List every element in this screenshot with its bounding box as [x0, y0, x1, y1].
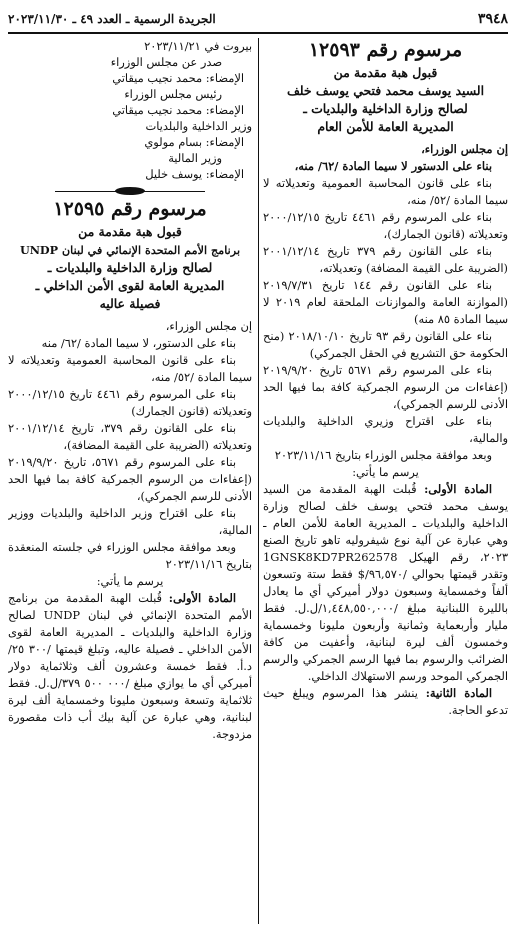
recital: بناء على اقتراح وزير الداخلية والبلديات ووزير المالية، — [8, 506, 252, 537]
signature-line: الإمضاء: محمد نجيب ميقاتي — [112, 71, 244, 85]
decree-subject-line: قبول هبة مقدمة من — [333, 65, 438, 80]
decree-subject-line: لصالح وزارة الداخلية والبلديات ـ — [47, 260, 213, 275]
decree-title: مرسوم رقم ١٢٥٩٥ — [53, 198, 207, 220]
right-column — [263, 38, 508, 926]
decree-subject-line: برنامج الأمم المتحدة الإنمائي في لبنان UNDP — [19, 243, 241, 257]
journal-issue: الجريدة الرسمية ـ العدد ٤٩ ـ ٢٠٢٣/١١/٣٠ — [8, 12, 216, 26]
signature-line: الإمضاء: يوسف خليل — [145, 167, 244, 181]
decree-subject-line: لصالح وزارة الداخلية والبلديات ـ — [303, 101, 468, 116]
recital: بناء على اقتراح وزيري الداخلية والبلديات والمالية، — [263, 414, 508, 445]
recital: بناء على المرسوم رقم ٥٦٧١، تاريخ ٢٠١٩/٩/٢٠ (إعفاءات من الرسوم الجمركية كافة بما فيها الحد الأدنى للرسم الجمركي)، — [8, 455, 252, 503]
article-label: المادة الأولى: — [424, 482, 492, 496]
section-separator — [55, 191, 205, 192]
decree-subject-line: المديرية العامة للأمن العام — [317, 119, 454, 134]
signature-line: الإمضاء: بسام مولوي — [144, 135, 244, 149]
intro-line: إن مجلس الوزراء، — [165, 319, 252, 333]
recital: وبعد موافقة مجلس الوزراء بتاريخ ٢٠٢٣/١١/١٦ — [274, 448, 492, 462]
recital: بناء على القانون رقم ٩٣ تاريخ ٢٠١٨/١٠/١٠ (منح الحكومة حق التشريع في الحقل الجمركي) — [263, 329, 508, 360]
recital: بناء على المرسوم رقم ٤٤٦١ تاريخ ٢٠٠٠/١٢/١٥ وتعديلاته (قانون الجمارك) — [8, 387, 252, 418]
place-date: بيروت في ٢٠٢٣/١١/٢١ — [144, 39, 252, 53]
article-text: قُبلت الهبة المقدمة من برنامج الأمم المتحدة الإنمائي في لبنان UNDP لصالح وزارة الداخلية والبلديات ـ المديرية العامة لقوى الأمن الداخلي ـ فصيلة عاليه، وتبلغ قيمتها /٣٠٠ ٢٥/د.أ. فقط خمسة وعشرون ألف وثلاثماية دولار أميركي أي ما يوازي مبلغ /٠٠٠ ٥٠٠ ٣٧٩/ل.ل. فقط ثلاثماية وتسعة وسبعون مليونا وخمسماية ألف ليرة لبنانية، وهي عبارة عن آلية بيك أب ذات مقصورة مزدوجة. — [8, 591, 252, 741]
article-2 — [263, 685, 508, 719]
article-text: قُبلت الهبة المقدمة من السيد يوسف محمد فتحي يوسف خلف لصالح وزارة الداخلية والبلديات ـ المديرية العامة للأمن العام ـ وهي عبارة عن آلية نوع شيفروليه تاهو تاريخ الصنع ٢٠٢٣، رقم الهيكل 1GNSK8KD7PR262578 وتقدر قيمتها بحوالي /٩٦,٥٧٠/$ فقط ستة وتسعون ألفاً وخمسماية وسبعون دولار أميركي أي ما يعادل بالليرة اللبنانية مبلغ /١,٤٤٨,٥٥٠,٠٠٠/ل.ل. فقط مليار وأربعماية وثمانية وأربعون مليونا وخمسماية وخمسون ألف ليرة لبنانية، وأعفيت من كافة الضرائب والرسوم بما فيها الرسم الجمركي والرسم الجمركي الموحد ورسم الاستهلاك الداخلي. — [263, 482, 508, 683]
page-header — [8, 6, 508, 34]
decree-subject-line: قبول هبة مقدمة من — [78, 224, 182, 239]
decrees-line: يرسم ما يأتي: — [96, 574, 164, 588]
signature-line: الإمضاء: محمد نجيب ميقاتي — [112, 103, 244, 117]
article-text: ينشر هذا المرسوم ويبلغ حيث تدعو الحاجة. — [263, 686, 508, 717]
intro-line: إن مجلس الوزراء، — [421, 142, 508, 156]
recital: بناء على قانون المحاسبة العمومية وتعديلاته لا سيما المادة /٥٢/ منه، — [8, 353, 252, 384]
recital: بناء على الدستور لا سيما المادة /٦٢/ منه، — [294, 159, 492, 173]
page-number: ٣٩٤٨ — [477, 11, 508, 27]
recital: بناء على القانون رقم ٣٧٩، تاريخ ٢٠٠١/١٢/١٤ وتعديلاته (الضريبة على القيمة المضافة)، — [8, 421, 252, 452]
column-divider — [258, 38, 259, 924]
recital: بناء على القانون رقم ٣٧٩ تاريخ ٢٠٠١/١٢/١٤ (الضريبة على القيمة المضافة) وتعديلاته، — [263, 244, 508, 275]
recital: بناء على المرسوم رقم ٥٦٧١ تاريخ ٢٠١٩/٩/٢٠ (إعفاءات من الرسوم الجمركية كافة بما فيها الحد الأدنى للرسم الجمركي)، — [263, 363, 508, 411]
recital: بناء على قانون المحاسبة العمومية وتعديلاته لا سيما المادة /٥٢/ منه، — [263, 176, 508, 207]
signatory-title: رئيس مجلس الوزراء — [124, 87, 222, 101]
decree-subject-line: المديرية العامة لقوى الأمن الداخلي ـ — [35, 278, 225, 293]
recital: بناء على القانون رقم ١٤٤ تاريخ ٢٠١٩/٧/٣١ (الموازنة العامة والموازنات الملحقة لعام ٢٠١٩ لا سيما المادة ٨٥ منه) — [263, 278, 508, 326]
recital: بناء على الدستور، لا سيما المادة /٦٢/ منه — [41, 336, 236, 350]
article-1 — [8, 590, 252, 743]
article-label: المادة الأولى: — [168, 591, 237, 605]
decrees-line: يرسم ما يأتي: — [352, 465, 419, 479]
left-column — [8, 38, 252, 926]
decree-subject-line: فصيلة عاليه — [99, 296, 161, 311]
signatory-title: وزير المالية — [168, 151, 222, 165]
signatory-title: وزير الداخلية والبلديات — [145, 119, 252, 133]
decree-title: مرسوم رقم ١٢٥٩٣ — [308, 39, 463, 61]
decree-subject-line: السيد يوسف محمد فتحي يوسف خلف — [286, 83, 485, 98]
article-label: المادة الثانية: — [425, 686, 493, 700]
recital: بناء على المرسوم رقم ٤٤٦١ تاريخ ٢٠٠٠/١٢/١٥ وتعديلاته (قانون الجمارك)، — [263, 210, 508, 241]
recital: وبعد موافقة مجلس الوزراء في جلسته المنعقدة بتاريخ ٢٠٢٣/١١/١٦ — [8, 540, 252, 571]
issued-by: صدر عن مجلس الوزراء — [110, 55, 222, 69]
article-1 — [263, 481, 508, 685]
